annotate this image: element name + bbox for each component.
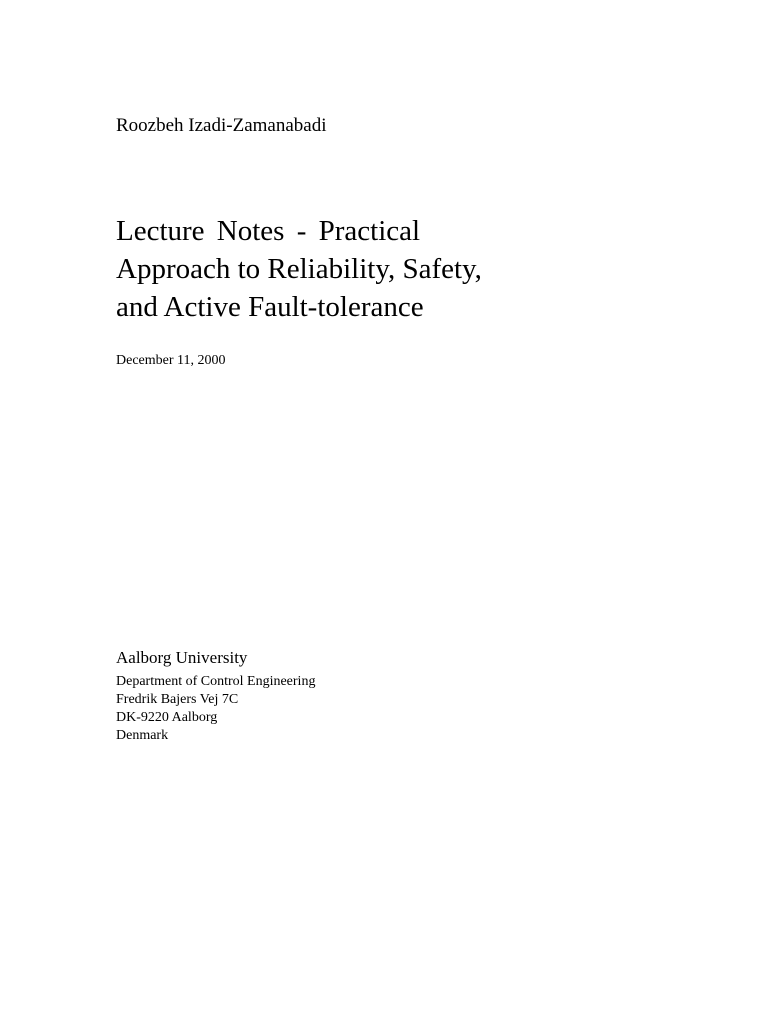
title-line: Approach to Reliability, Safety,	[116, 253, 482, 285]
institution-address	[116, 673, 315, 745]
address-line: Department of Control Engineering	[116, 674, 316, 689]
address-line: DK-9220 Aalborg	[116, 710, 218, 725]
address-line: Denmark	[116, 728, 169, 743]
title-line: Lecture Notes - Practical	[116, 215, 421, 247]
document-title	[116, 212, 482, 326]
institution-name: Aalborg University	[116, 648, 248, 667]
author-name: Roozbeh Izadi-Zamanabadi	[116, 115, 327, 136]
title-line: and Active Fault-tolerance	[116, 291, 424, 323]
address-line: Fredrik Bajers Vej 7C	[116, 692, 239, 707]
document-date: December 11, 2000	[116, 353, 226, 368]
